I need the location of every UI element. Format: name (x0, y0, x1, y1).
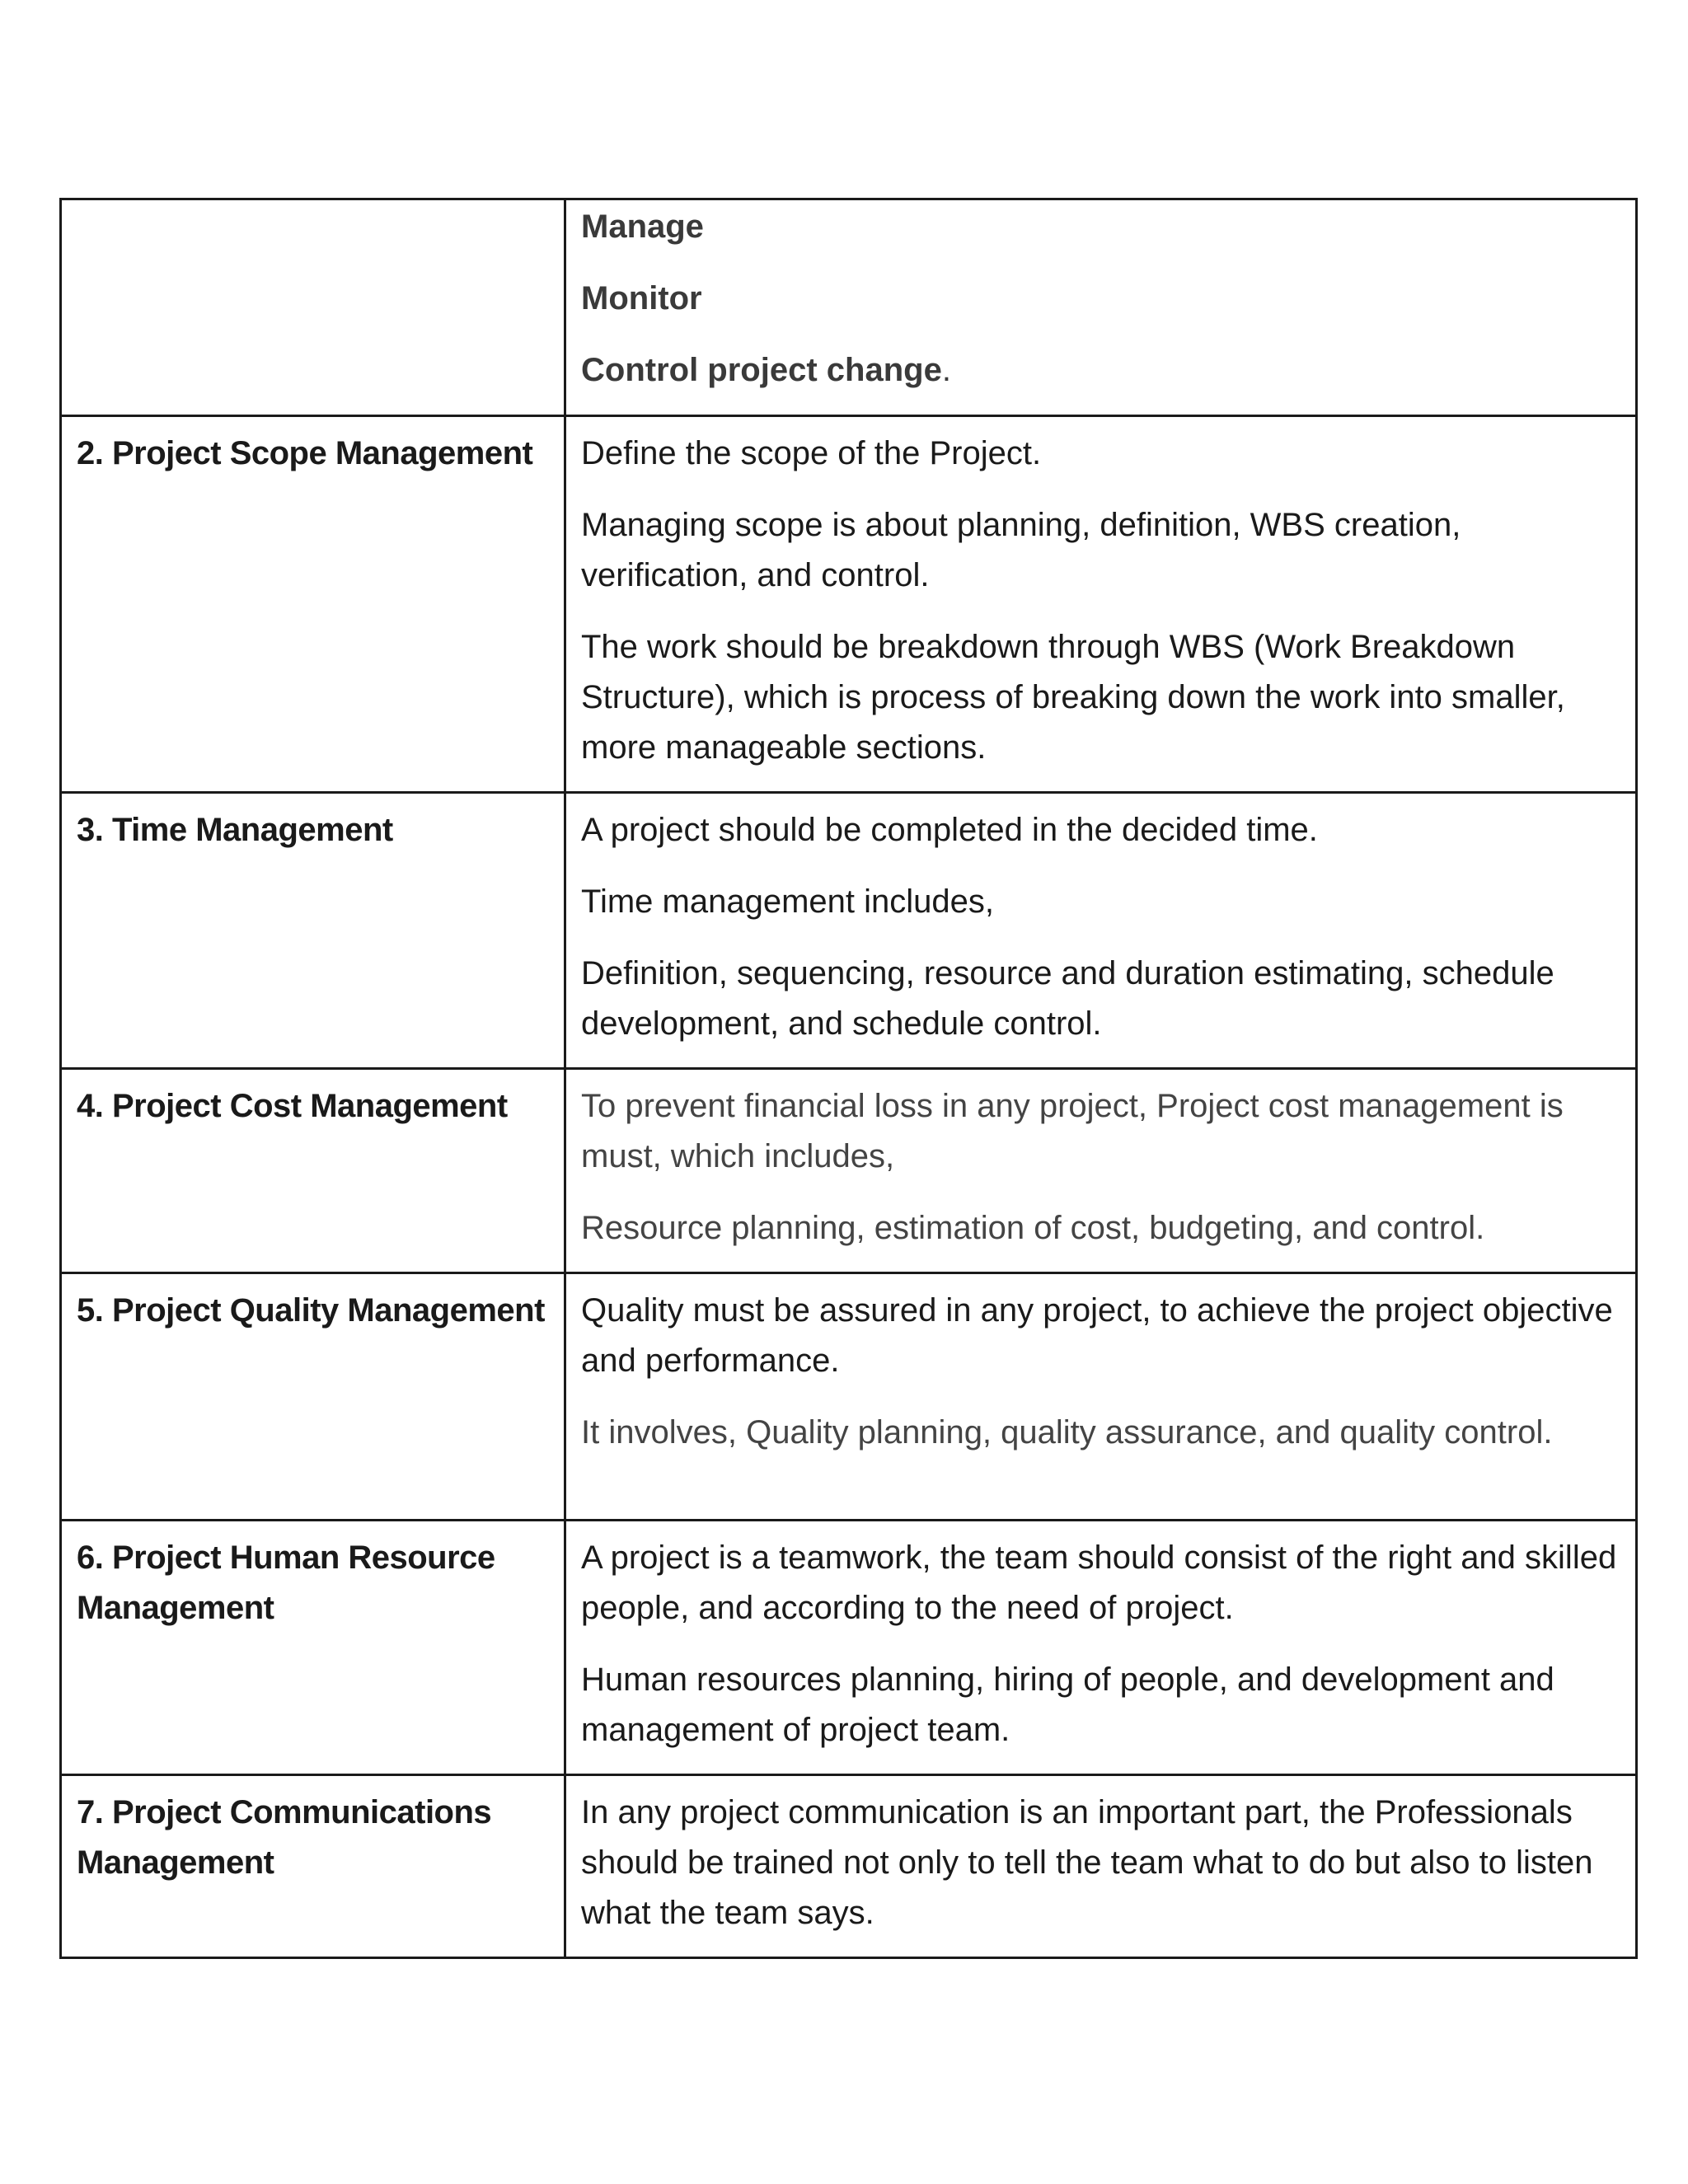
description-paragraph: A project should be completed in the decided time. (581, 812, 1318, 848)
row-heading-cell (61, 793, 565, 1069)
table-row (61, 1069, 1637, 1273)
table-row (61, 199, 1637, 416)
row-description-cell (565, 1069, 1637, 1273)
row-heading: 7. Project Communications Management (77, 1794, 492, 1881)
table-row (61, 1521, 1637, 1775)
control-change-text: Control project change (581, 352, 942, 388)
control-change-period: . (941, 352, 951, 388)
knowledge-areas-table (59, 198, 1638, 1959)
monitor-line: Monitor (581, 280, 702, 316)
table-row (61, 1273, 1637, 1521)
description-paragraph: It involves, Quality planning, quality assurance, and quality control. (581, 1414, 1553, 1451)
row-heading: 2. Project Scope Management (77, 435, 533, 471)
row-description-cell (565, 1775, 1637, 1958)
row-description-cell (565, 1273, 1637, 1521)
row-heading-cell (61, 416, 565, 793)
description-paragraph: Define the scope of the Project. (581, 435, 1042, 471)
row-description-cell (565, 793, 1637, 1069)
row-heading: 6. Project Human Resource Management (77, 1540, 495, 1626)
control-change-line (581, 345, 1620, 396)
table-row (61, 793, 1637, 1069)
description-paragraph: Quality must be assured in any project, to achieve the project objective and performance. (581, 1292, 1613, 1379)
description-paragraph: A project is a teamwork, the team should consist of the right and skilled people, and according to the need of project. (581, 1540, 1617, 1626)
description-paragraph: Managing scope is about planning, definition, WBS creation, verification, and control. (581, 507, 1461, 593)
row-description-cell (565, 199, 1637, 416)
description-paragraph: In any project communication is an important part, the Professionals should be trained not only to tell the team what to do but also to listen what the team says. (581, 1794, 1593, 1931)
row-heading: 4. Project Cost Management (77, 1088, 508, 1124)
description-paragraph: Time management includes, (581, 883, 994, 920)
description-paragraph: Resource planning, estimation of cost, budgeting, and control. (581, 1210, 1485, 1246)
manage-line: Manage (581, 209, 704, 245)
description-paragraph: The work should be breakdown through WBS (Work Breakdown Structure), which is process of breaking down the work into smaller, more manageable sections. (581, 629, 1565, 766)
description-paragraph: Definition, sequencing, resource and duration estimating, schedule development, and schedule control. (581, 955, 1554, 1042)
row-heading-cell (61, 1273, 565, 1521)
row-description-cell (565, 1521, 1637, 1775)
row-heading: 5. Project Quality Management (77, 1292, 545, 1329)
row-heading: 3. Time Management (77, 812, 393, 848)
description-paragraph: Human resources planning, hiring of people, and development and management of project team. (581, 1661, 1554, 1748)
row-heading-cell (61, 1775, 565, 1958)
row-heading-cell (61, 1069, 565, 1273)
row-description-cell (565, 416, 1637, 793)
table-row (61, 416, 1637, 793)
row-heading-cell (61, 1521, 565, 1775)
row-heading-cell (61, 199, 565, 416)
description-paragraph: To prevent financial loss in any project, Project cost management is must, which includes, (581, 1088, 1564, 1174)
table-row (61, 1775, 1637, 1958)
